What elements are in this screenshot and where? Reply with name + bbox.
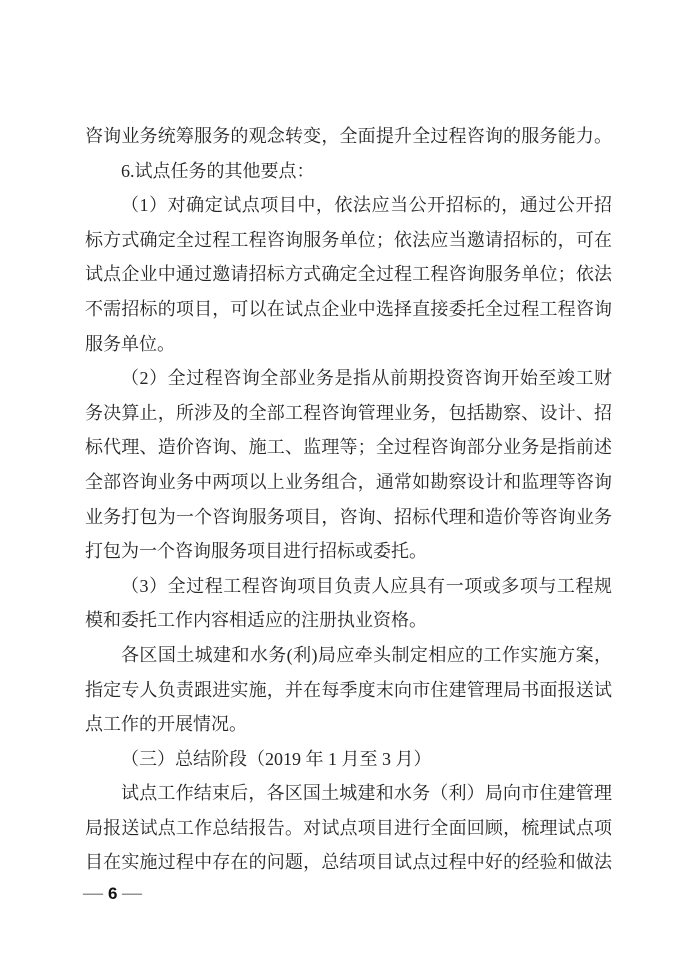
body-line: （1）对确定试点项目中，依法应当公开招标的，通过公开招 — [121, 195, 612, 216]
footer-dash-left: — — [83, 885, 103, 902]
body-line: 指定专人负责跟进实施，并在每季度末向市住建管理局书面报送试 — [85, 679, 612, 700]
body-line: 咨询业务统筹服务的观念转变，全面提升全过程咨询的服务能力。 — [85, 126, 612, 146]
body-line: 标代理、造价咨询、施工、监理等；全过程咨询部分业务是指前述 — [85, 437, 612, 458]
page-footer — [83, 882, 143, 906]
body-line: 打包为一个咨询服务项目进行招标或委托。 — [85, 541, 427, 562]
body-line: 服务单位。 — [85, 333, 175, 354]
body-line: （2）全过程咨询全部业务是指从前期投资咨询开始至竣工财 — [121, 368, 612, 389]
body-line: 模和委托工作内容相适应的注册执业资格。 — [85, 610, 427, 631]
body-line: 局报送试点工作总结报告。对试点项目进行全面回顾，梳理试点项 — [85, 817, 612, 838]
body-line: 务决算止，所涉及的全部工程咨询管理业务，包括勘察、设计、招 — [85, 402, 612, 423]
section-heading: （三）总结阶段（2019 年 1 月至 3 月） — [121, 748, 432, 769]
body-line: 全部咨询业务中两项以上业务组合，通常如勘察设计和监理等咨询 — [85, 471, 612, 492]
list-heading: 6.试点任务的其他要点： — [121, 160, 315, 181]
body-line: （3）全过程工程咨询项目负责人应具有一项或多项与工程规 — [121, 575, 612, 596]
body-line: 目在实施过程中存在的问题，总结项目试点过程中好的经验和做法 — [85, 852, 612, 873]
body-line: 标方式确定全过程工程咨询服务单位；依法应当邀请招标的，可在 — [85, 229, 612, 250]
body-line: 业务打包为一个咨询服务项目，咨询、招标代理和造价等咨询业务 — [85, 506, 612, 527]
body-line: 试点企业中通过邀请招标方式确定全过程工程咨询服务单位；依法 — [85, 264, 612, 285]
body-line: 各区国土城建和水务(利)局应牵头制定相应的工作实施方案， — [121, 644, 612, 665]
document-text-block — [85, 119, 612, 880]
body-line: 点工作的开展情况。 — [85, 714, 247, 735]
body-line: 试点工作结束后，各区国土城建和水务（利）局向市住建管理 — [121, 783, 612, 804]
footer-dash-right: — — [122, 885, 143, 902]
page-number: 6 — [108, 884, 118, 903]
body-line: 不需招标的项目，可以在试点企业中选择直接委托全过程工程咨询 — [85, 298, 612, 319]
